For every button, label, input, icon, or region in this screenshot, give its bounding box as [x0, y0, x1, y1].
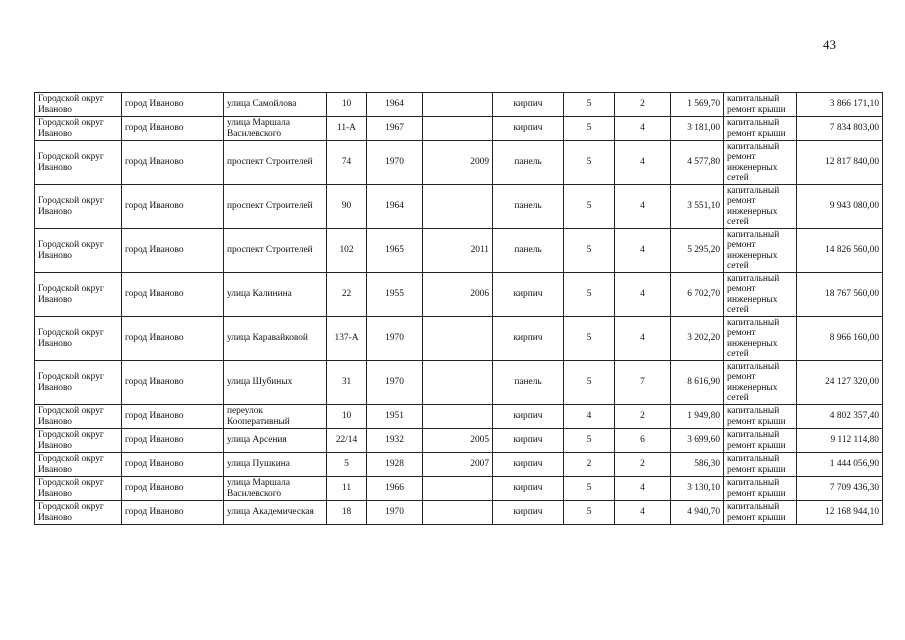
entrances-cell: 7: [615, 361, 671, 405]
wall-material-cell: кирпич: [493, 429, 564, 453]
entrances-cell: 4: [615, 229, 671, 273]
entrances-cell: 2: [615, 405, 671, 429]
area-cell: 1 569,70: [671, 93, 724, 117]
city-cell: город Иваново: [122, 453, 224, 477]
city-cell: город Иваново: [122, 405, 224, 429]
city-cell: город Иваново: [122, 141, 224, 185]
house-number-cell: 102: [327, 229, 367, 273]
year-repair-cell: [423, 477, 493, 501]
house-number-cell: 11: [327, 477, 367, 501]
work-type-cell: капитальный ремонт инженерных сетей: [724, 229, 797, 273]
address-cell: улица Арсения: [224, 429, 327, 453]
year-built-cell: 1955: [367, 273, 423, 317]
district-cell: Городской округ Иваново: [35, 317, 122, 361]
floors-cell: 5: [564, 141, 615, 185]
area-cell: 3 130,10: [671, 477, 724, 501]
cost-cell: 14 826 560,00: [797, 229, 883, 273]
house-number-cell: 90: [327, 185, 367, 229]
table-row: [35, 405, 883, 429]
address-cell: улица Пушкина: [224, 453, 327, 477]
year-repair-cell: 2005: [423, 429, 493, 453]
cost-cell: 18 767 560,00: [797, 273, 883, 317]
wall-material-cell: панель: [493, 229, 564, 273]
year-repair-cell: 2009: [423, 141, 493, 185]
address-cell: улица Калинина: [224, 273, 327, 317]
housing-repair-table: [34, 92, 883, 525]
address-cell: улица Самойлова: [224, 93, 327, 117]
floors-cell: 5: [564, 317, 615, 361]
wall-material-cell: кирпич: [493, 317, 564, 361]
district-cell: Городской округ Иваново: [35, 453, 122, 477]
city-cell: город Иваново: [122, 429, 224, 453]
house-number-cell: 5: [327, 453, 367, 477]
area-cell: 5 295,20: [671, 229, 724, 273]
table-row: [35, 317, 883, 361]
year-repair-cell: 2007: [423, 453, 493, 477]
cost-cell: 12 168 944,10: [797, 501, 883, 525]
wall-material-cell: панель: [493, 361, 564, 405]
work-type-cell: капитальный ремонт крыши: [724, 405, 797, 429]
district-cell: Городской округ Иваново: [35, 501, 122, 525]
cost-cell: 1 444 056,90: [797, 453, 883, 477]
table-row: [35, 93, 883, 117]
entrances-cell: 4: [615, 185, 671, 229]
year-repair-cell: [423, 185, 493, 229]
entrances-cell: 4: [615, 317, 671, 361]
entrances-cell: 2: [615, 453, 671, 477]
wall-material-cell: кирпич: [493, 501, 564, 525]
table-row: [35, 361, 883, 405]
address-cell: переулок Кооперативный: [224, 405, 327, 429]
wall-material-cell: панель: [493, 141, 564, 185]
area-cell: 4 577,80: [671, 141, 724, 185]
entrances-cell: 6: [615, 429, 671, 453]
year-repair-cell: [423, 93, 493, 117]
area-cell: 3 202,20: [671, 317, 724, 361]
work-type-cell: капитальный ремонт инженерных сетей: [724, 317, 797, 361]
work-type-cell: капитальный ремонт инженерных сетей: [724, 185, 797, 229]
house-number-cell: 74: [327, 141, 367, 185]
district-cell: Городской округ Иваново: [35, 361, 122, 405]
year-repair-cell: 2011: [423, 229, 493, 273]
city-cell: город Иваново: [122, 185, 224, 229]
entrances-cell: 4: [615, 273, 671, 317]
work-type-cell: капитальный ремонт инженерных сетей: [724, 141, 797, 185]
cost-cell: 9 112 114,80: [797, 429, 883, 453]
city-cell: город Иваново: [122, 93, 224, 117]
wall-material-cell: кирпич: [493, 477, 564, 501]
cost-cell: 4 802 357,40: [797, 405, 883, 429]
wall-material-cell: кирпич: [493, 273, 564, 317]
year-built-cell: 1970: [367, 361, 423, 405]
floors-cell: 5: [564, 185, 615, 229]
city-cell: город Иваново: [122, 117, 224, 141]
table-row: [35, 501, 883, 525]
area-cell: 3 551,10: [671, 185, 724, 229]
table-row: [35, 477, 883, 501]
district-cell: Городской округ Иваново: [35, 141, 122, 185]
city-cell: город Иваново: [122, 317, 224, 361]
year-built-cell: 1970: [367, 317, 423, 361]
house-number-cell: 22: [327, 273, 367, 317]
entrances-cell: 2: [615, 93, 671, 117]
floors-cell: 5: [564, 429, 615, 453]
area-cell: 6 702,70: [671, 273, 724, 317]
wall-material-cell: кирпич: [493, 93, 564, 117]
area-cell: 1 949,80: [671, 405, 724, 429]
cost-cell: 8 966 160,00: [797, 317, 883, 361]
work-type-cell: капитальный ремонт крыши: [724, 117, 797, 141]
year-repair-cell: [423, 361, 493, 405]
cost-cell: 7 834 803,00: [797, 117, 883, 141]
city-cell: город Иваново: [122, 501, 224, 525]
year-built-cell: 1967: [367, 117, 423, 141]
work-type-cell: капитальный ремонт крыши: [724, 453, 797, 477]
floors-cell: 5: [564, 273, 615, 317]
district-cell: Городской округ Иваново: [35, 185, 122, 229]
year-repair-cell: [423, 501, 493, 525]
floors-cell: 5: [564, 229, 615, 273]
table-row: [35, 273, 883, 317]
wall-material-cell: панель: [493, 185, 564, 229]
floors-cell: 5: [564, 117, 615, 141]
page-number: 43: [823, 37, 836, 52]
area-cell: 3 699,60: [671, 429, 724, 453]
year-built-cell: 1964: [367, 185, 423, 229]
cost-cell: 7 709 436,30: [797, 477, 883, 501]
house-number-cell: 31: [327, 361, 367, 405]
table-row: [35, 429, 883, 453]
year-built-cell: 1964: [367, 93, 423, 117]
year-built-cell: 1928: [367, 453, 423, 477]
city-cell: город Иваново: [122, 477, 224, 501]
year-built-cell: 1951: [367, 405, 423, 429]
district-cell: Городской округ Иваново: [35, 477, 122, 501]
district-cell: Городской округ Иваново: [35, 93, 122, 117]
wall-material-cell: кирпич: [493, 453, 564, 477]
work-type-cell: капитальный ремонт крыши: [724, 429, 797, 453]
cost-cell: 3 866 171,10: [797, 93, 883, 117]
address-cell: проспект Строителей: [224, 185, 327, 229]
work-type-cell: капитальный ремонт инженерных сетей: [724, 273, 797, 317]
year-built-cell: 1966: [367, 477, 423, 501]
table-row: [35, 141, 883, 185]
floors-cell: 5: [564, 361, 615, 405]
area-cell: 8 616,90: [671, 361, 724, 405]
address-cell: улица Шубиных: [224, 361, 327, 405]
work-type-cell: капитальный ремонт крыши: [724, 501, 797, 525]
year-repair-cell: [423, 117, 493, 141]
table-row: [35, 117, 883, 141]
entrances-cell: 4: [615, 501, 671, 525]
cost-cell: 24 127 320,00: [797, 361, 883, 405]
floors-cell: 5: [564, 93, 615, 117]
district-cell: Городской округ Иваново: [35, 429, 122, 453]
area-cell: 3 181,00: [671, 117, 724, 141]
area-cell: 4 940,70: [671, 501, 724, 525]
year-repair-cell: 2006: [423, 273, 493, 317]
district-cell: Городской округ Иваново: [35, 405, 122, 429]
cost-cell: 12 817 840,00: [797, 141, 883, 185]
city-cell: город Иваново: [122, 361, 224, 405]
area-cell: 586,30: [671, 453, 724, 477]
year-repair-cell: [423, 405, 493, 429]
house-number-cell: 18: [327, 501, 367, 525]
house-number-cell: 10: [327, 93, 367, 117]
district-cell: Городской округ Иваново: [35, 229, 122, 273]
city-cell: город Иваново: [122, 273, 224, 317]
address-cell: проспект Строителей: [224, 229, 327, 273]
address-cell: улица Каравайковой: [224, 317, 327, 361]
district-cell: Городской округ Иваново: [35, 117, 122, 141]
year-built-cell: 1970: [367, 501, 423, 525]
floors-cell: 5: [564, 501, 615, 525]
city-cell: город Иваново: [122, 229, 224, 273]
floors-cell: 5: [564, 477, 615, 501]
year-built-cell: 1965: [367, 229, 423, 273]
address-cell: улица Маршала Василевского: [224, 117, 327, 141]
address-cell: проспект Строителей: [224, 141, 327, 185]
table-row: [35, 453, 883, 477]
house-number-cell: 22/14: [327, 429, 367, 453]
wall-material-cell: кирпич: [493, 405, 564, 429]
work-type-cell: капитальный ремонт крыши: [724, 477, 797, 501]
cost-cell: 9 943 080,00: [797, 185, 883, 229]
table-row: [35, 185, 883, 229]
floors-cell: 2: [564, 453, 615, 477]
floors-cell: 4: [564, 405, 615, 429]
house-number-cell: 137-А: [327, 317, 367, 361]
wall-material-cell: кирпич: [493, 117, 564, 141]
address-cell: улица Маршала Василевского: [224, 477, 327, 501]
house-number-cell: 10: [327, 405, 367, 429]
table-row: [35, 229, 883, 273]
entrances-cell: 4: [615, 477, 671, 501]
year-built-cell: 1970: [367, 141, 423, 185]
entrances-cell: 4: [615, 141, 671, 185]
district-cell: Городской округ Иваново: [35, 273, 122, 317]
year-built-cell: 1932: [367, 429, 423, 453]
work-type-cell: капитальный ремонт крыши: [724, 93, 797, 117]
work-type-cell: капитальный ремонт инженерных сетей: [724, 361, 797, 405]
entrances-cell: 4: [615, 117, 671, 141]
house-number-cell: 11-А: [327, 117, 367, 141]
year-repair-cell: [423, 317, 493, 361]
address-cell: улица Академическая: [224, 501, 327, 525]
